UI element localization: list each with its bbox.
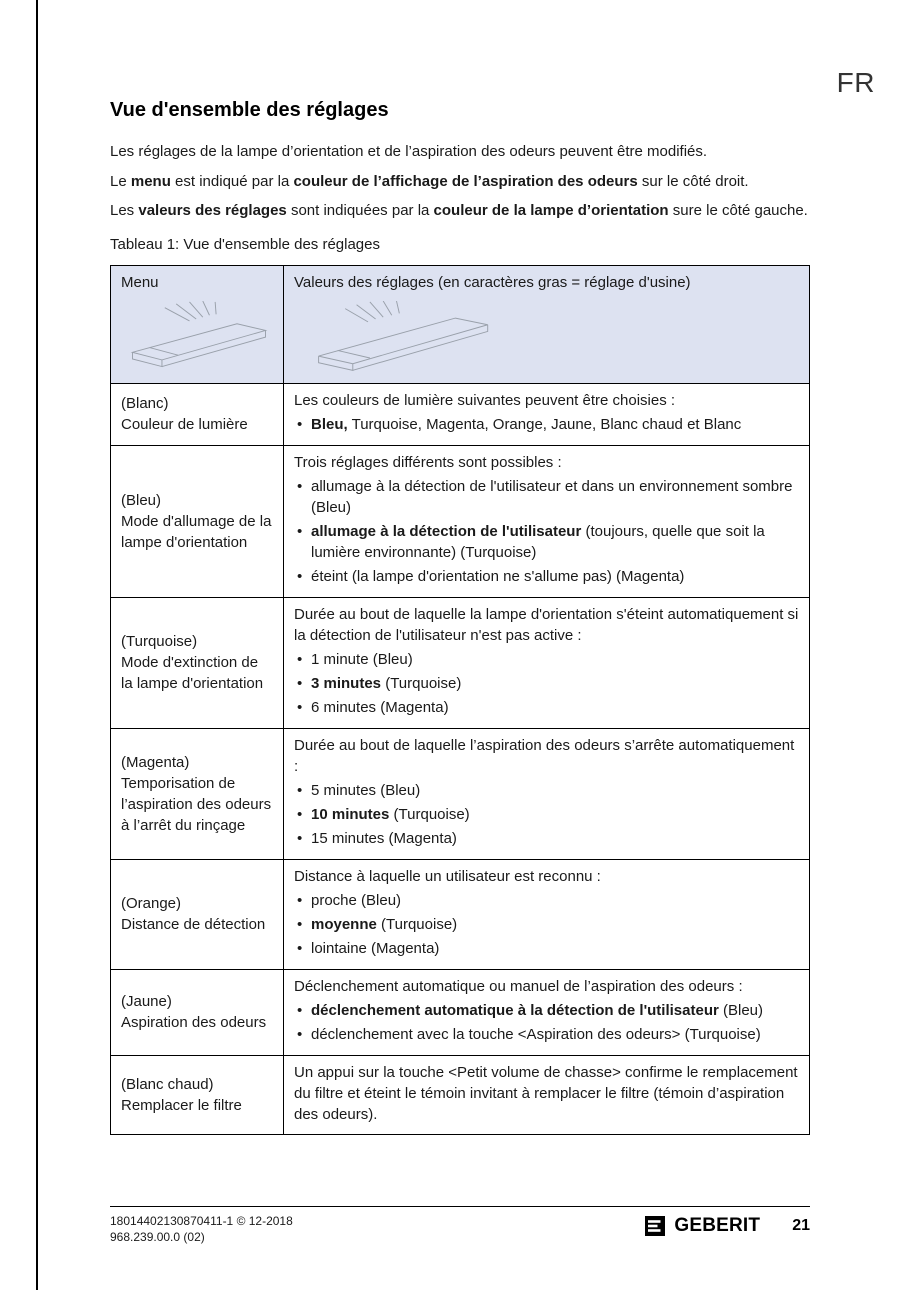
- values-cell: [284, 859, 810, 969]
- values-cell: [284, 969, 810, 1055]
- menu-label: Distance de détection: [121, 916, 266, 933]
- text-segment: (Turquoise): [389, 805, 470, 823]
- text-segment: Durée au bout de laquelle la lampe d'orientation s'éteint automatiquement si la détection de l'utilisateur n'est pas active :: [294, 605, 799, 644]
- values-paragraph: [294, 452, 799, 473]
- values-device-illustration: [306, 301, 506, 377]
- bullet-item: [294, 828, 799, 849]
- text-segment: proche (Bleu): [311, 891, 402, 909]
- page-title: Vue d'ensemble des réglages: [110, 99, 389, 121]
- menu-cell: [111, 383, 284, 445]
- bullet-item: [294, 804, 799, 825]
- values-paragraph: [294, 976, 799, 997]
- text-segment: déclenchement avec la touche <Aspiration des odeurs> (Turquoise): [311, 1025, 761, 1043]
- intro-paragraphs: [110, 141, 810, 222]
- document-number: 18014402130870411-1 © 12-2018: [110, 1214, 293, 1228]
- values-paragraph: [294, 390, 799, 411]
- values-cell: [284, 445, 810, 597]
- bullet-item: [294, 414, 799, 435]
- bullet-item: [294, 697, 799, 718]
- left-margin-rule: [36, 0, 38, 1290]
- brand-wordmark: GEBERIT: [674, 1215, 761, 1236]
- bullet-item: [294, 649, 799, 670]
- values-bullet-list: [294, 1000, 799, 1045]
- menu-cell: [111, 728, 284, 859]
- bullet-item: [294, 780, 799, 801]
- values-cell: [284, 597, 810, 728]
- menu-label: Couleur de lumière: [121, 416, 248, 433]
- text-segment: lointaine (Magenta): [311, 939, 440, 957]
- menu-cell: [111, 969, 284, 1055]
- menu-label: (Bleu): [121, 491, 162, 509]
- text-segment: sont indiquées par la: [286, 202, 434, 219]
- values-bullet-list: [294, 649, 799, 718]
- table-row: [111, 445, 810, 597]
- bold-text-segment: déclenchement automatique à la détection de l'utilisateur: [311, 1001, 719, 1019]
- intro-paragraph: [110, 141, 810, 163]
- menu-label: (Turquoise): [121, 633, 198, 650]
- bullet-item: [294, 938, 799, 959]
- menu-label: (Magenta): [121, 753, 190, 771]
- text-segment: (Turquoise): [376, 915, 458, 933]
- geberit-logo-icon: [645, 1216, 665, 1236]
- menu-label: Mode d'allumage de la lampe d'orientation: [121, 512, 272, 551]
- menu-cell: [111, 445, 284, 597]
- bold-text-segment: 10 minutes: [311, 805, 390, 823]
- table-row: [111, 1055, 810, 1134]
- text-segment: Déclenchement automatique ou manuel de l’aspiration des odeurs :: [294, 977, 743, 995]
- menu-label: (Blanc): [121, 395, 169, 412]
- values-bullet-list: [294, 780, 799, 849]
- document-id: [110, 1214, 293, 1245]
- menu-label: Aspiration des odeurs: [121, 1014, 267, 1031]
- values-paragraph: [294, 604, 799, 646]
- bold-text-segment: valeurs des réglages: [138, 202, 287, 219]
- values-cell: [284, 383, 810, 445]
- text-segment: Les couleurs de lumière suivantes peuvent être choisies :: [294, 391, 676, 409]
- menu-label: Temporisation de l’aspiration des odeurs à l’arrêt du rinçage: [121, 774, 272, 834]
- text-segment: Turquoise, Magenta, Orange, Jaune, Blanc chaud et Blanc: [347, 415, 742, 433]
- values-paragraph: [294, 866, 799, 887]
- menu-label: Mode d'extinction de la lampe d'orientation: [121, 654, 264, 692]
- table-row: [111, 728, 810, 859]
- text-segment: (toujours, quelle que soit la lumière environnante) (Turquoise): [311, 522, 765, 561]
- bullet-item: [294, 476, 799, 518]
- menu-cell: [111, 859, 284, 969]
- bullet-item: [294, 890, 799, 911]
- text-segment: 5 minutes (Bleu): [311, 781, 421, 799]
- values-paragraph: [294, 1062, 799, 1125]
- table-caption: Tableau 1: Vue d'ensemble des réglages: [110, 235, 380, 253]
- bold-text-segment: menu: [130, 172, 171, 190]
- page-footer: [110, 1206, 810, 1245]
- table-row: [111, 969, 810, 1055]
- page-number: 21: [792, 1217, 810, 1234]
- menu-label: (Orange): [121, 895, 182, 912]
- menu-column-header: [111, 265, 284, 383]
- bold-text-segment: Bleu,: [311, 415, 348, 433]
- menu-column-label: Menu: [121, 273, 159, 291]
- bullet-item: [294, 914, 799, 935]
- text-segment: Trois réglages différents sont possibles :: [294, 453, 562, 471]
- settings-table: [110, 265, 810, 1135]
- values-bullet-list: [294, 414, 799, 435]
- text-segment: sure le côté gauche.: [668, 202, 808, 219]
- text-segment: sur le côté droit.: [637, 172, 749, 190]
- menu-label: (Blanc chaud): [121, 1075, 214, 1093]
- document-code: 968.239.00.0 (02): [110, 1229, 205, 1244]
- table-header-row: [111, 265, 810, 383]
- text-segment: allumage à la détection de l'utilisateur et dans un environnement sombre (Bleu): [311, 477, 793, 516]
- text-segment: Les: [110, 202, 139, 219]
- values-cell: [284, 728, 810, 859]
- menu-cell: [111, 1055, 284, 1134]
- settings-table-body: [111, 383, 810, 1134]
- text-segment: 15 minutes (Magenta): [311, 829, 457, 847]
- text-segment: Distance à laquelle un utilisateur est reconnu :: [294, 867, 601, 885]
- values-paragraph: [294, 735, 799, 777]
- settings-table-head: [111, 265, 810, 383]
- bold-text-segment: moyenne: [311, 915, 377, 933]
- text-segment: (Bleu): [718, 1001, 764, 1019]
- text-segment: Les réglages de la lampe d’orientation et de l’aspiration des odeurs peuvent être modifiés.: [110, 143, 708, 160]
- bold-text-segment: couleur de l’affichage de l’aspiration des odeurs: [293, 172, 638, 190]
- text-segment: Le: [110, 172, 131, 190]
- intro-paragraph: [110, 171, 810, 193]
- bold-text-segment: 3 minutes: [311, 674, 382, 692]
- text-segment: 1 minute (Bleu): [311, 650, 413, 668]
- values-cell: [284, 1055, 810, 1134]
- bullet-item: [294, 566, 799, 587]
- language-badge: FR: [836, 67, 875, 98]
- values-bullet-list: [294, 890, 799, 959]
- bullet-item: [294, 673, 799, 694]
- bold-text-segment: couleur de la lampe d’orientation: [433, 202, 669, 219]
- text-segment: (Turquoise): [381, 674, 462, 692]
- menu-device-illustration: [123, 301, 275, 377]
- bullet-item: [294, 1024, 799, 1045]
- values-column-header: [284, 265, 810, 383]
- values-column-label: Valeurs des réglages (en caractères gras = réglage d'usine): [294, 273, 691, 291]
- table-row: [111, 383, 810, 445]
- menu-cell: [111, 597, 284, 728]
- bold-text-segment: allumage à la détection de l'utilisateur: [311, 522, 582, 540]
- text-segment: Durée au bout de laquelle l’aspiration des odeurs s’arrête automatiquement :: [294, 736, 795, 775]
- brand-block: [645, 1215, 810, 1237]
- page-content: [110, 97, 810, 1135]
- menu-label: (Jaune): [121, 993, 172, 1010]
- values-bullet-list: [294, 476, 799, 587]
- text-segment: 6 minutes (Magenta): [311, 698, 449, 716]
- bullet-item: [294, 521, 799, 563]
- table-row: [111, 859, 810, 969]
- text-segment: éteint (la lampe d'orientation ne s'allume pas) (Magenta): [311, 567, 685, 585]
- text-segment: est indiqué par la: [170, 172, 294, 190]
- table-row: [111, 597, 810, 728]
- menu-label: Remplacer le filtre: [121, 1096, 242, 1114]
- text-segment: Un appui sur la touche <Petit volume de chasse> confirme le remplacement du filtre et éteint le témoin invitant à remplacer le filtre (témoin d’aspiration des odeurs).: [294, 1063, 798, 1123]
- bullet-item: [294, 1000, 799, 1021]
- intro-paragraph: [110, 200, 810, 222]
